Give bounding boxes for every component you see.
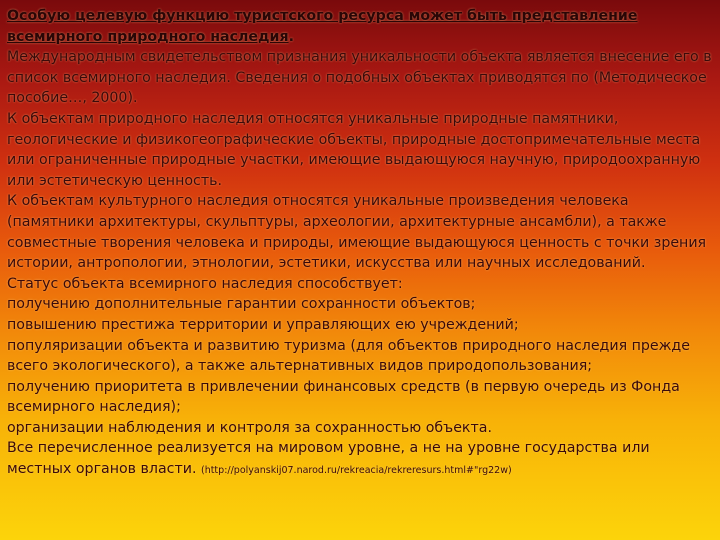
list-item-tourism: популяризации объекта и развитию туризма (для объектов природного наследия прежде всего экологического), а также альтернативных видов природопользования; bbox=[7, 337, 690, 375]
closing-text: Все перечисленное реализуется на мировом уровне, а не на уровне государства или местных органов власти. bbox=[7, 440, 650, 478]
lead-underlined-text: Особую целевую функцию туристского ресурса может быть представление всемирного природного наследия bbox=[7, 8, 638, 45]
closing-paragraph bbox=[7, 438, 715, 481]
paragraph-world-heritage-list: Международным свидетельством признания уникальности объекта является внесение его в список всемирного наследия. Сведения о подобных объектах приводятся по (Методическое пособие…, 2000). bbox=[7, 49, 712, 107]
list-item-prestige: повышению престижа территории и управляющих ею учреждений; bbox=[7, 316, 519, 333]
list-item-guarantees: получению дополнительные гарантии сохранности объектов; bbox=[7, 296, 476, 313]
lead-period: . bbox=[288, 28, 294, 45]
slide-body bbox=[7, 6, 715, 536]
source-link[interactable]: (http://polyanskij07.narod.ru/rekreacia/rekreresurs.html#"rg22w) bbox=[200, 465, 512, 477]
paragraph-status-intro: Статус объекта всемирного наследия способствует: bbox=[7, 275, 403, 292]
paragraph-cultural-heritage: К объектам культурного наследия относятся уникальные произведения человека (памятники архитектуры, скульптуры, археологии, архитектурные ансамбли), а также совместные творения человека и природы, имеющие выдающуюся ценность с точки зрения истории, антропологии, этнологии, эстетики, искусства или научных исследований. bbox=[7, 193, 707, 272]
list-item-monitoring: организации наблюдения и контроля за сохранностью объекта. bbox=[7, 419, 492, 436]
list-item-funding: получению приоритета в привлечении финансовых средств (в первую очередь из Фонда всемирного наследия); bbox=[7, 378, 680, 416]
paragraph-natural-heritage: К объектам природного наследия относятся уникальные природные памятники, геологические и физикогеографические объекты, природные достопримечательные места или ограниченные природные участки, имеющие выдающуюся научную, природоохранную или эстетическую ценность. bbox=[7, 110, 701, 189]
lead-paragraph bbox=[7, 6, 715, 47]
